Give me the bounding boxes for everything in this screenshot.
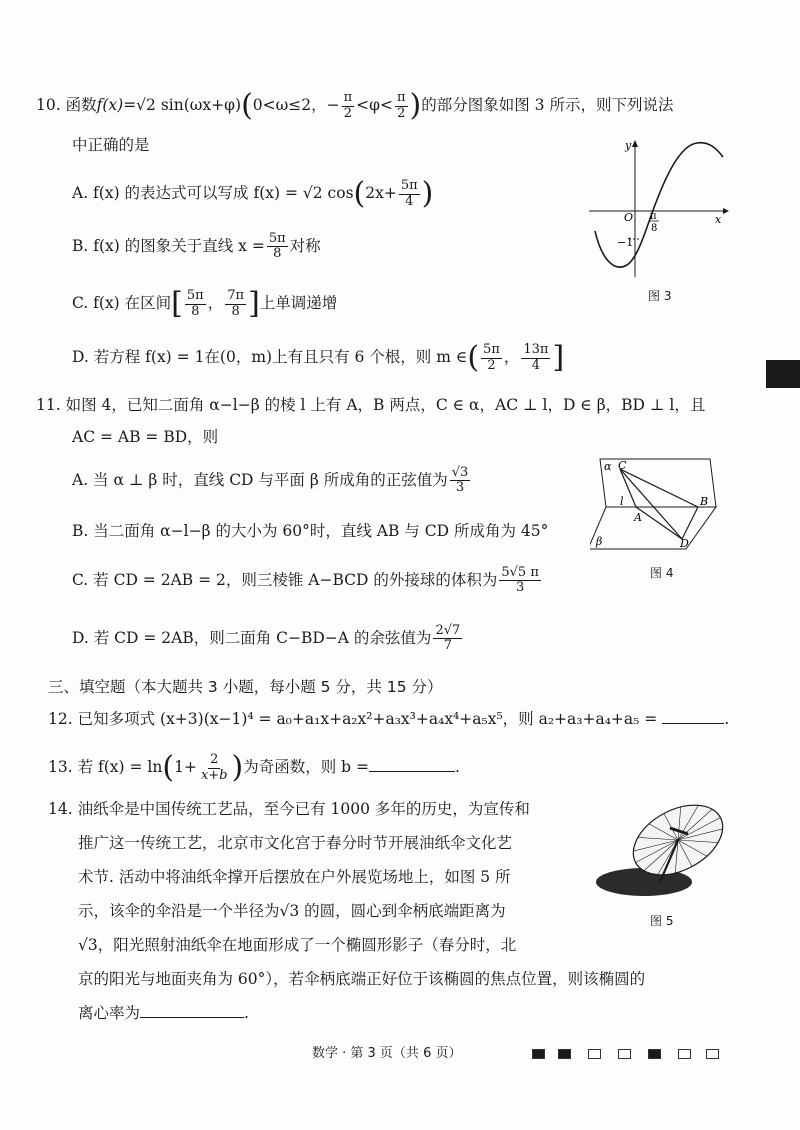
q12-number: 12. xyxy=(48,710,73,728)
fig4-C: C xyxy=(618,459,627,472)
fig4-alpha: α xyxy=(604,460,612,473)
fig3-eight-label: 8 xyxy=(651,223,658,234)
q13-number: 13. xyxy=(48,758,73,776)
q10-number: 10. xyxy=(36,96,61,114)
fig4-l: l xyxy=(620,495,624,508)
q11-option-d: D. 若 CD = 2AB，则二面角 C−BD−A 的余弦值为 $\frac{2√7}{7}$ xyxy=(72,623,461,654)
q10-line1: 10. 函数f(x)=√2 sin(ωx+φ)(0<ω≤2，− $\frac{\pi}{2}$ <φ< $\frac{\pi}{2}$ )的部分图象如图 3 所示，则下列说法 xyxy=(36,88,674,123)
q12: 12. 已知多项式 (x+3)(x−1)⁴ = a₀+a₁x+a₂x²+a₃x³+a₄x⁴+a₅x⁵，则 a₂+a₃+a₄+a₅ = . xyxy=(48,710,730,728)
sine-curve xyxy=(595,143,723,267)
fig4-A: A xyxy=(634,511,642,524)
q14-line5: √3，阳光照射油纸伞在地面形成了一个椭圆形影子（春分时，北 xyxy=(78,936,517,954)
figure-5-oil-paper-umbrella xyxy=(592,790,732,906)
q14-line3: 术节. 活动中将油纸伞撑开后摆放在户外展览场地上，如图 5 所 xyxy=(78,868,511,886)
q11-option-b: B. 当二面角 α−l−β 的大小为 60°时，直线 AB 与 CD 所成角为 45° xyxy=(72,522,549,540)
fig3-origin-label: O xyxy=(624,211,634,224)
q11-option-a: A. 当 α ⊥ β 时，直线 CD 与平面 β 所成角的正弦值为 $\frac{√3}{3}$ xyxy=(72,465,469,496)
figure-3-sine-graph xyxy=(585,135,730,285)
figure-4-caption: 图 4 xyxy=(650,566,674,580)
fig3-pi-label: π xyxy=(650,211,657,222)
q11-line2: AC = AB = BD，则 xyxy=(72,428,219,446)
q13: 13. 若 f(x) = ln(1+ $\frac{2}{x+b}$ )为奇函数，则 b = . xyxy=(48,750,460,785)
q13-answer-blank[interactable] xyxy=(369,771,455,772)
fig3-x-label: x xyxy=(715,213,722,226)
q14-answer-blank[interactable] xyxy=(140,1017,244,1018)
q14-line6: 京的阳光与地面夹角为 60°），若伞柄底端正好位于该椭圆的焦点位置，则该椭圆的 xyxy=(78,970,646,988)
fig3-y-label: y xyxy=(625,139,632,152)
q12-answer-blank[interactable] xyxy=(662,723,724,724)
q14-line4: 示，该伞的伞沿是一个半径为√3 的圆，圆心到伞柄底端距离为 xyxy=(78,902,506,920)
fig4-D: D xyxy=(680,537,689,550)
side-tab-marker xyxy=(766,360,800,388)
page-footer: 数学 · 第 3 页（共 6 页） xyxy=(312,1046,462,1061)
plane-beta xyxy=(590,507,716,549)
figure-3-caption: 图 3 xyxy=(648,289,672,303)
q10-option-d: D. 若方程 f(x) = 1在(0，m)上有且只有 6 个根，则 m ∈( $\frac{5\pi}{2}$ ， $\frac{13\pi}{4}$ ] xyxy=(72,340,565,375)
fig4-beta: β xyxy=(596,535,603,548)
q14-number: 14. xyxy=(48,800,73,818)
section-3-heading: 三、填空题（本大题共 3 小题，每小题 5 分，共 15 分） xyxy=(48,678,443,696)
fig3-neg1-label: −1 xyxy=(617,236,634,249)
q11-line1: 11. 如图 4，已知二面角 α−l−β 的棱 l 上有 A，B 两点，C ∈ α，AC ⊥ l，D ∈ β，BD ⊥ l，且 xyxy=(36,396,706,414)
q11-number: 11. xyxy=(36,396,61,414)
q10-line2: 中正确的是 xyxy=(72,136,150,154)
q14-line7: 离心率为 . xyxy=(78,1004,249,1022)
fig4-B: B xyxy=(700,495,709,508)
q14-line1: 14. 油纸伞是中国传统工艺品，至今已有 1000 多年的历史，为宣传和 xyxy=(48,800,530,818)
q11-option-c: C. 若 CD = 2AB = 2，则三棱锥 A−BCD 的外接球的体积为 $\frac{5√5 \pi}{3}$ xyxy=(72,565,539,596)
figure-5-caption: 图 5 xyxy=(650,914,674,928)
q10-option-c: C. f(x) 在区间[ $\frac{5\pi}{8}$ ， $\frac{7\pi}{8}$ ]上单调递增 xyxy=(72,286,338,321)
q14-line2: 推广这一传统工艺，北京市文化宫于春分时节开展油纸伞文化艺 xyxy=(78,834,513,852)
figure-4-dihedral-angle xyxy=(590,455,730,555)
q10-option-b: B. f(x) 的图象关于直线 x = $\frac{5\pi}{8}$ 对称 xyxy=(72,231,321,262)
q10-option-a: A. f(x) 的表达式可以写成 f(x) = √2 cos(2x+ $\frac{5\pi}{4}$ ) xyxy=(72,176,434,211)
